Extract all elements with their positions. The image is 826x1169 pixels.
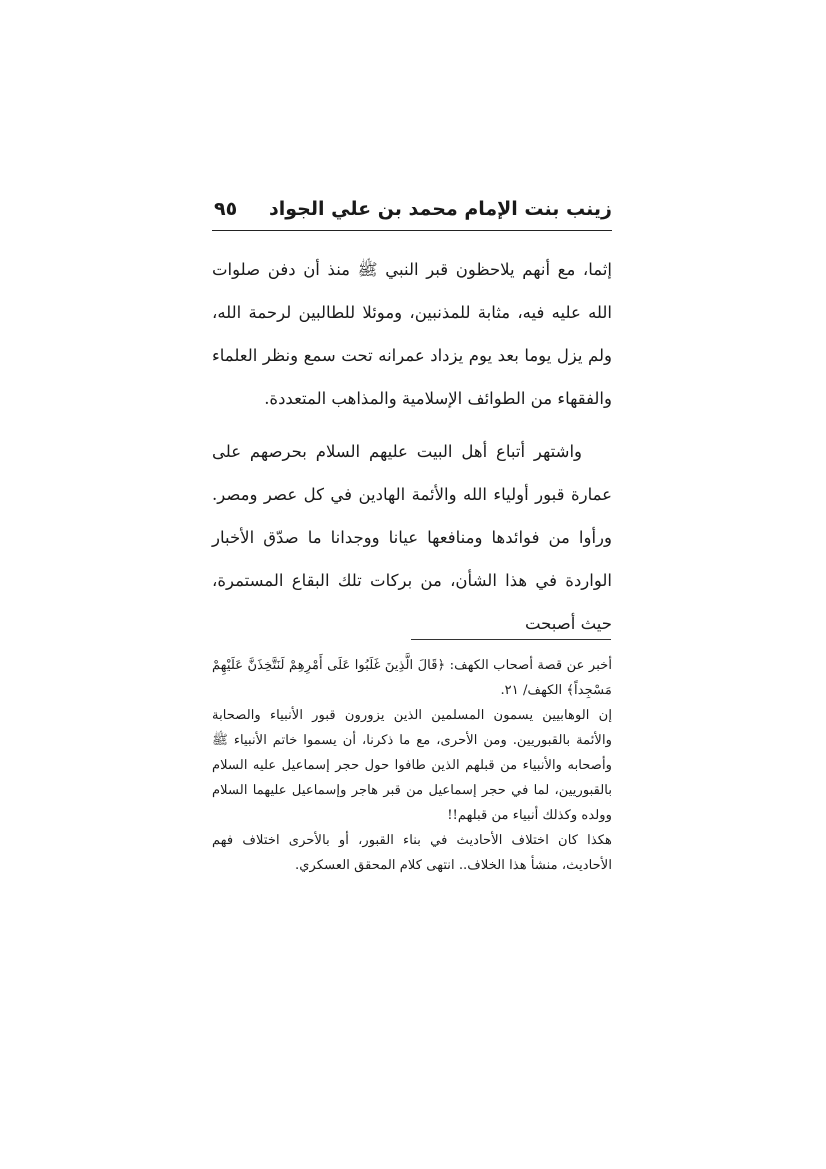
footnote-separator (411, 639, 611, 640)
page-number: ٩٥ (214, 198, 238, 220)
header-title: زينب بنت الإمام محمد بن علي الجواد (269, 198, 612, 220)
paragraph-2: واشتهر أتباع أهل البيت عليهم السلام بحرصهم على عمارة قبور أولياء الله والأئمة الهادين في كل عصر ومصر. ورأوا من فوائدها ومنافعها عيانا ووجدانا ما صدّق الأخبار الواردة في هذا الشأن، من بركات تلك البقاع المستمرة، حيث أصبحت (212, 442, 612, 633)
main-text (212, 248, 612, 645)
footnotes (212, 653, 612, 878)
running-header (212, 190, 612, 231)
footnote-1: أخبر عن قصة أصحاب الكهف: ﴿قَالَ الَّذِينَ غَلَبُوا عَلَى أَمْرِهِمْ لَنَتَّخِذَنَّ عَلَيْهِمْ مَسْجِداً﴾ الكهف/ ٢١. (212, 658, 612, 698)
footnote-3: هكذا كان اختلاف الأحاديث في بناء القبور، أو بالأحرى اختلاف فهم الأحاديث، منشأ هذا الخلاف.. انتهى كلام المحقق العسكري. (212, 833, 612, 873)
footnote-2: إن الوهابيين يسمون المسلمين الذين يزورون قبور الأنبياء والصحابة والأئمة بالقبوريين. ومن الأحرى، مع ما ذكرنا، أن يسموا خاتم الأنبياء ﷺ وأصحابه والأنبياء من قبلهم الذين طافوا حول حجر إسماعيل عليه السلام بالقبوريين، لما في حجر إسماعيل من قبر هاجر وإسماعيل عليهما السلام وولده وكذلك أنبياء من قبلهم!! (212, 708, 612, 823)
paragraph-1: إثما، مع أنهم يلاحظون قبر النبي ﷺ منذ أن دفن صلوات الله عليه فيه، مثابة للمذنبين، وموئلا للطالبين لرحمة الله، ولم يزل يوما بعد يوم يزداد عمرانه تحت سمع ونظر العلماء والفقهاء من الطوائف الإسلامية والمذاهب المتعددة. (212, 260, 612, 408)
